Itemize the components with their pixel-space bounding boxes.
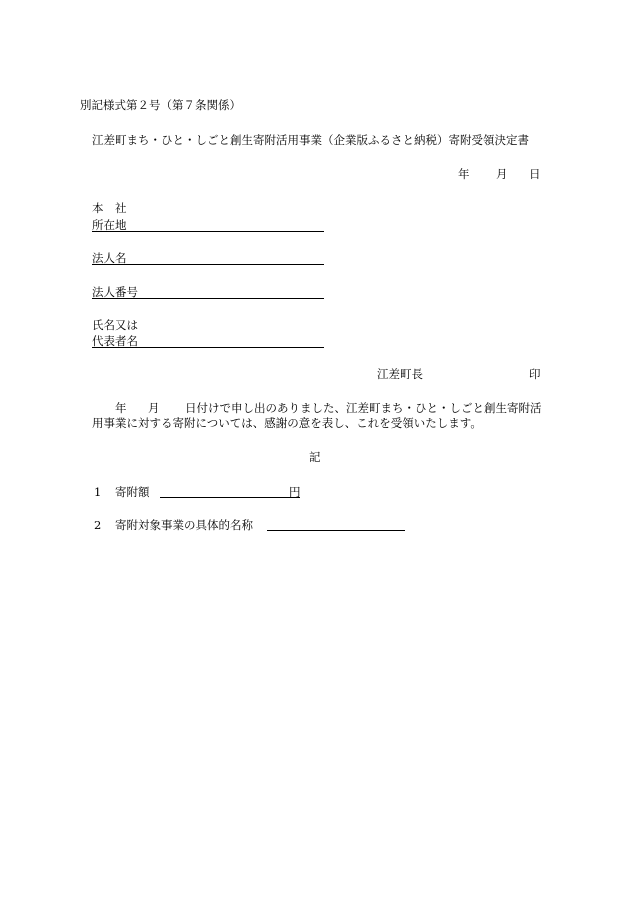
body-year-label: 年 — [115, 401, 127, 415]
representative-label-line1: 氏名又は — [92, 318, 138, 332]
recipient-honsha-label: 本 社 — [92, 201, 127, 215]
issuer-title: 江差町長 — [377, 367, 423, 381]
document-title: 江差町まち・ひと・しごと創生寄附活用事業（企業版ふるさと納税）寄附受領決定書 — [92, 133, 529, 147]
project-name-field-line — [267, 530, 405, 531]
item1-unit: 円 — [289, 485, 301, 499]
address-label: 所在地 — [92, 218, 127, 232]
seal-mark: 印 — [529, 367, 541, 381]
body-month-label: 月 — [148, 401, 160, 415]
item2-label: 寄附対象事業の具体的名称 — [115, 518, 253, 532]
body-text-line2: 用事業に対する寄附については、感謝の意を表し、これを受領いたします。 — [92, 416, 482, 430]
item1-label: 寄附額 — [115, 485, 150, 499]
item2-number: 2 — [94, 518, 102, 532]
company-number-label: 法人番号 — [92, 285, 138, 299]
body-text-line1: 日付けで申し出のありました、江差町まち・ひと・しごと創生寄附活 — [185, 401, 542, 415]
item1-number: 1 — [94, 485, 102, 499]
representative-label-line2: 代表者名 — [92, 334, 138, 348]
date-month-label: 月 — [496, 167, 508, 181]
company-number-field-line — [92, 298, 324, 299]
ki-heading: 記 — [309, 450, 321, 464]
date-day-label: 日 — [529, 167, 541, 181]
form-reference: 別記様式第２号（第７条関係） — [80, 98, 241, 112]
address-field-line — [92, 231, 324, 232]
company-name-label: 法人名 — [92, 251, 127, 265]
date-year-label: 年 — [458, 167, 470, 181]
company-name-field-line — [92, 264, 324, 265]
donation-amount-field-line — [160, 497, 300, 498]
representative-field-line — [92, 347, 324, 348]
